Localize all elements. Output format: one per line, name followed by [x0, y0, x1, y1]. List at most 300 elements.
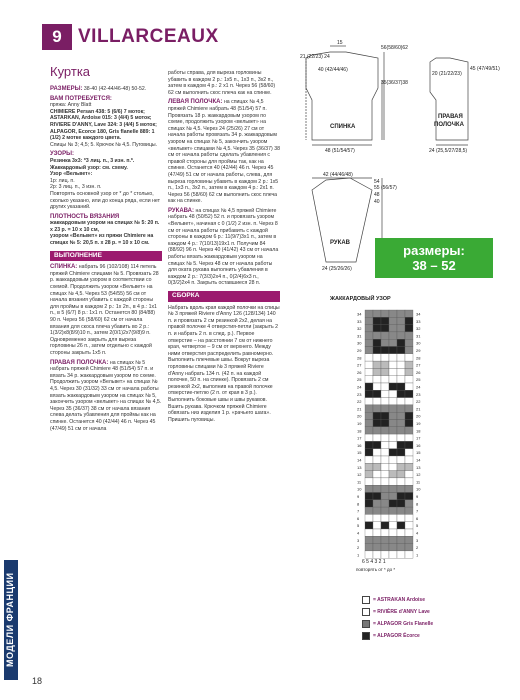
chart-cell: [373, 485, 381, 492]
legend-label: = ASTRAKAN Ardoise: [373, 597, 425, 603]
chart-cols: 6 5 4 3 2 1: [362, 559, 386, 565]
chart-cell: [397, 398, 405, 405]
chart-cell: [365, 368, 373, 375]
garment-type: Куртка: [50, 64, 91, 79]
sleeve-top-width: 42 (44/46/48): [323, 172, 353, 178]
chart-row-label: 2: [357, 545, 360, 551]
chart-row-label: 18: [357, 428, 362, 434]
chart-cell: [397, 434, 405, 441]
back-left-dim: 21 (22/23) 24: [300, 54, 330, 60]
chart-row-label: 5: [416, 523, 419, 529]
materials-line: ALPAGOR, Ecorce 180, Gris flanelle 889: 1 (1/2) 2 мотке каждого цвета.: [50, 128, 155, 142]
chart-cell: [405, 441, 413, 448]
chart-cell: [389, 376, 397, 383]
chart-cell: [405, 427, 413, 434]
chart-cell: [373, 376, 381, 383]
chart-cell: [381, 485, 389, 492]
chart-title: ЖАККАРДОВЫЙ УЗОР: [330, 296, 391, 302]
chart-row-label: 9: [357, 494, 360, 499]
legend-swatch: [362, 596, 370, 604]
pattern-line: Резинка 3х3: *3 лиц. п., 3 изн. п.*.: [50, 157, 135, 164]
back-title: СПИНКА:: [50, 264, 78, 271]
sleeve-title: РУКАВА:: [168, 207, 195, 214]
chart-cell: [405, 463, 413, 470]
chart-cell: [389, 427, 397, 434]
chart-row-label: 21: [416, 406, 421, 412]
sizes-label: РАЗМЕРЫ:: [50, 86, 83, 92]
chart-cell: [389, 485, 397, 492]
chart-cell: [405, 493, 413, 500]
pattern-line: Жаккардовый узор: см. схему.: [50, 164, 128, 171]
chart-row-label: 21: [357, 406, 362, 412]
chart-cell: [405, 449, 413, 456]
back-upper-width: 40 (42/44/46): [318, 67, 348, 73]
chart-cell: [381, 441, 389, 448]
chart-cell: [389, 434, 397, 441]
chart-cell: [405, 368, 413, 375]
chart-cell: [373, 420, 381, 427]
chart-row-label: 9: [416, 494, 419, 499]
chart-cell: [381, 368, 389, 375]
chart-cell: [365, 493, 373, 500]
back-bottom-width: 48 (51/54/57): [325, 148, 355, 154]
chart-cell: [365, 427, 373, 434]
chart-row-label: 13: [416, 464, 421, 470]
chart-cell: [397, 325, 405, 332]
chart-cell: [381, 536, 389, 543]
chart-cell: [381, 339, 389, 346]
chart-row-label: 29: [357, 348, 362, 353]
left-title: ЛЕВАЯ ПОЛОЧКА:: [168, 99, 223, 106]
chart-cell: [365, 390, 373, 397]
chart-cell: [405, 383, 413, 390]
density-line: узором «Вельвет» из пряжи Chimiere на спицах № 5: 20,5 п. х 28 р. = 10 х 10 см.: [50, 233, 154, 247]
chart-row-label: 15: [416, 450, 421, 456]
chart-cell: [397, 368, 405, 375]
chart-cell: [365, 398, 373, 405]
chart-row-label: 32: [416, 326, 421, 332]
chart-cell: [373, 398, 381, 405]
chart-row-label: 23: [416, 391, 421, 397]
chart-cell: [389, 522, 397, 529]
chart-row-label: 8: [357, 501, 360, 507]
chart-cell: [397, 536, 405, 543]
chart-row-label: 19: [357, 421, 362, 426]
chart-cell: [365, 536, 373, 543]
assembly-heading: СБОРКА: [168, 291, 280, 302]
chart-cell: [405, 390, 413, 397]
materials-line: пряжа: Anny Blatt: [50, 102, 92, 109]
chart-cell: [405, 544, 413, 551]
chart-cell: [389, 449, 397, 456]
chart-cell: [405, 514, 413, 521]
chart-cell: [365, 456, 373, 463]
sizes-box: [375, 238, 493, 278]
page-number: 18: [32, 676, 43, 686]
chart-cell: [381, 420, 389, 427]
chart-row-label: 11: [416, 479, 421, 485]
chart-cell: [373, 544, 381, 551]
chart-row-label: 3: [357, 537, 360, 543]
chart-cell: [365, 405, 373, 412]
chart-row-label: 5: [357, 523, 360, 529]
chart-cell: [397, 310, 405, 317]
chart-cell: [397, 405, 405, 412]
chart-cell: [389, 368, 397, 375]
chart-cell: [373, 456, 381, 463]
chart-cell: [365, 529, 373, 536]
chart-cell: [405, 420, 413, 427]
chart-cell: [405, 434, 413, 441]
front-text: на спицах № 5 набрать пряжей Chimiere 48 (51/54) 57 п. и вязать 34 р. жаккардовым узором по схеме. Продолжить узором «Вельвет» на спицах № 4,5. Через 30 (31/32) 33 см от начала работы вязать жаккардовым узором на спицах № 5, закончить узором «вельвет» на спицах № 4,5. Через 35 (36/37) 38 см от начала вязания слева делать убавления для проймы как на спинке. Останется 40 (42/44) 46 п. Через 45 (47/49) 51 см от начала: [50, 359, 162, 432]
sleeve-dim-4: 40: [374, 199, 380, 205]
chart-cell: [365, 347, 373, 354]
materials-line: RIVIERE D'ANNY, Lave 324: 3 (4/4) 5 моток;: [50, 121, 157, 128]
chart-row-label: 25: [357, 377, 362, 383]
chart-cell: [389, 347, 397, 354]
chart-row-label: 33: [357, 318, 362, 324]
sleeve-bottom-width: 24 (25/26/26): [322, 266, 352, 272]
chart-cell: [405, 317, 413, 324]
chart-cell: [389, 310, 397, 317]
chart-cell: [373, 354, 381, 361]
chart-cell: [397, 493, 405, 500]
chart-row-label: 33: [416, 318, 421, 324]
chart-cell: [389, 354, 397, 361]
chart-cell: [405, 398, 413, 405]
chart-row-label: 10: [357, 486, 362, 492]
chart-cell: [381, 310, 389, 317]
chart-row-label: 20: [357, 413, 362, 419]
pattern-line: 1р: лиц. п.: [50, 177, 75, 184]
materials-line: CHIMIERE Persan 438: 5 (6/6) 7 моток;: [50, 108, 145, 115]
chart-row-label: 1: [416, 552, 419, 558]
chart-cell: [405, 405, 413, 412]
chart-cell: [365, 310, 373, 317]
chart-cell: [405, 361, 413, 368]
chart-cell: [381, 478, 389, 485]
chart-cell: [373, 529, 381, 536]
chart-cell: [373, 390, 381, 397]
chart-cell: [397, 551, 405, 558]
chart-row-label: 2: [416, 545, 419, 551]
chart-cell: [397, 485, 405, 492]
pattern-number: 9: [42, 24, 72, 50]
chart-cell: [365, 361, 373, 368]
front-title: ПРАВАЯ ПОЛОЧКА:: [50, 359, 109, 366]
chart-row-label: 4: [357, 530, 360, 536]
chart-cell: [373, 332, 381, 339]
chart-cell: [405, 354, 413, 361]
sleeve-dim-3: 48: [374, 192, 380, 198]
chart-row-label: 10: [416, 486, 421, 492]
chart-row-label: 30: [416, 340, 421, 346]
chart-cell: [381, 493, 389, 500]
chart-cell: [405, 332, 413, 339]
chart-cell: [365, 325, 373, 332]
chart-row-label: 7: [416, 508, 419, 514]
chart-cell: [381, 427, 389, 434]
chart-row-label: 24: [416, 384, 421, 390]
chart-cell: [373, 507, 381, 514]
chart-cell: [389, 551, 397, 558]
chart-cell: [381, 332, 389, 339]
chart-cell: [373, 412, 381, 419]
chart-cell: [397, 471, 405, 478]
front-top-dim: 20 (21/22/23): [432, 71, 462, 77]
chart-row-label: 1: [357, 552, 360, 558]
chart-cell: [373, 514, 381, 521]
chart-row-label: 19: [416, 421, 421, 426]
chart-cell: [365, 471, 373, 478]
chart-cell: [389, 420, 397, 427]
chart-row-label: 27: [357, 362, 362, 368]
back-schematic: [306, 46, 384, 145]
chart-cell: [373, 449, 381, 456]
chart-cell: [381, 361, 389, 368]
chart-cell: [381, 507, 389, 514]
chart-row-label: 25: [416, 377, 421, 383]
chart-cell: [405, 347, 413, 354]
chart-row-label: 14: [416, 457, 421, 463]
chart-cell: [365, 514, 373, 521]
chart-row-label: 8: [416, 501, 419, 507]
legend-label: = ALPAGOR Gris Flanelle: [373, 621, 434, 627]
chart-cell: [373, 310, 381, 317]
chart-row-label: 15: [357, 450, 362, 456]
chart-cell: [397, 456, 405, 463]
chart-cell: [365, 376, 373, 383]
chart-cell: [405, 456, 413, 463]
chart-cell: [397, 500, 405, 507]
chart-cell: [381, 325, 389, 332]
chart-cell: [365, 441, 373, 448]
chart-cell: [365, 522, 373, 529]
chart-cell: [397, 522, 405, 529]
chart-cell: [397, 427, 405, 434]
chart-cell: [397, 339, 405, 346]
front-bottom-width: 24 (25,5/27/28,5): [429, 148, 468, 154]
chart-cell: [389, 493, 397, 500]
chart-cell: [365, 478, 373, 485]
chart-cell: [365, 434, 373, 441]
legend-item: [362, 620, 433, 628]
materials-heading: ВАМ ПОТРЕБУЕТСЯ:: [50, 95, 112, 102]
pattern-line: Узор «Вельвет»:: [50, 171, 93, 178]
chart-cell: [381, 405, 389, 412]
chart-cell: [405, 412, 413, 419]
chart-cell: [381, 529, 389, 536]
chart-cell: [397, 390, 405, 397]
chart-cell: [381, 522, 389, 529]
col2-text: работы справа, для выреза горловины убавить в каждом 2 р.: 1х5 п., 1х3 п., 3х2 п., затем в каждом 4 р.: 2 х1 п. Через 56 (58/60) 62 см выполнить скос плеча как на спинке.: [168, 70, 276, 96]
chart-legend: [362, 596, 433, 644]
front-side-dim: 45 (47/49/51): [470, 66, 500, 72]
chart-cell: [397, 514, 405, 521]
sleeve-text: на спицах № 4,5 пряжей Chimiere набрать 48 (50/52) 52 п. и провязать узором «Вельвет», начиная с 0 (1/2) 2 изн. п. Через 8 см от начала работы прибавить с каждой стороны в каждом 6 р.: 11(9/7)3х1 п., затем в каждом 4 р.: 7(10/13)19х1 п. Получим 84 (88/92) 96 п. Через 40 (41/42) 43 см от начала работы вязать жаккардовым узором на спицах № 5. Через 48 см от начала работы для оката рукава выполнить убавления в каждом 2 р.: 7(3/3)2х4 п., 0(2/4)6х3 п., 0(3/2)2х4 п. Закрыть оставшиеся 28 п.: [168, 207, 279, 287]
density-line: жаккардовым узором на спицах № 5: 20 п. х 23 р. = 10 х 10 см,: [50, 220, 160, 233]
chart-cell: [389, 544, 397, 551]
materials-line: Спицы № 3; 4,5; 5. Крючок № 4,5. Пуговицы.: [50, 141, 158, 148]
chart-cell: [373, 405, 381, 412]
chart-row-label: 27: [416, 362, 421, 368]
density-heading: ПЛОТНОСТЬ ВЯЗАНИЯ: [50, 213, 120, 220]
chart-cell: [373, 471, 381, 478]
chart-cell: [381, 463, 389, 470]
chart-cell: [373, 317, 381, 324]
chart-cell: [365, 463, 373, 470]
chart-cell: [365, 420, 373, 427]
chart-cell: [373, 361, 381, 368]
sleeve-dim-1: 54: [374, 179, 380, 185]
chart-cell: [405, 536, 413, 543]
chart-cell: [365, 383, 373, 390]
chart-cell: [397, 412, 405, 419]
chart-row-label: 14: [357, 457, 362, 463]
chart-row-label: 13: [357, 464, 362, 470]
chart-cell: [389, 398, 397, 405]
chart-cell: [405, 500, 413, 507]
chart-cell: [389, 507, 397, 514]
chart-cell: [405, 376, 413, 383]
chart-cell: [381, 456, 389, 463]
chart-cell: [397, 317, 405, 324]
chart-cell: [389, 500, 397, 507]
chart-row-label: 34: [357, 311, 362, 317]
chart-cell: [381, 347, 389, 354]
chart-row-label: 26: [416, 369, 421, 375]
chart-cell: [373, 427, 381, 434]
chart-cell: [373, 339, 381, 346]
chart-row-label: 7: [357, 508, 360, 514]
pattern-title: VILLARCEAUX: [78, 26, 219, 47]
chart-row-label: 24: [357, 384, 362, 390]
chart-cell: [381, 449, 389, 456]
chart-cell: [381, 544, 389, 551]
chart-cell: [389, 332, 397, 339]
chart-row-label: 28: [416, 355, 421, 361]
chart-row-label: 31: [416, 333, 421, 339]
sizes-box-line2: 38 – 52: [412, 258, 456, 273]
front-label-2: ПОЛОЧКА: [434, 122, 464, 128]
front-label-1: ПРАВАЯ: [438, 114, 463, 120]
chart-cell: [381, 354, 389, 361]
back-text: набрать 96 (102/108) 114 петель пряжей Chimiere спицами № 5. Провязать 28 р. жаккардовым узором в соответствии со схемой. Продолжить узором «Вельвет» на спицах № 4,5. Через 53 (54/55) 56 см от начала вязания убавить с каждой стороны для проймы в каждом 2 р.: 1х 2п., в 4 р.: 1х1 п., в 5 (6/7) 8 р.: 1х1 п. Останется 80 (84/88) 90 п. Через 56 (58/60) 62 см от начала вязания для скоса плеча убавить во 2 р.: 1(3/2)х8(8/9)10 п., затем 2(0/1)2х7(9/8)9 п. Одновременно закрыть для выреза горловины 26 п., затем отдельно с каждой стороны закрыть 1х5 п.: [50, 264, 159, 356]
chart-row-label: 22: [416, 399, 421, 405]
chart-cell: [389, 441, 397, 448]
chart-cell: [381, 551, 389, 558]
chart-cell: [381, 514, 389, 521]
chart-cell: [373, 551, 381, 558]
sleeve-label: РУКАВ: [330, 240, 350, 246]
execution-heading: ВЫПОЛНЕНИЕ: [50, 251, 162, 262]
chart-cell: [389, 412, 397, 419]
chart-row-label: 4: [416, 530, 419, 536]
chart-cell: [373, 500, 381, 507]
chart-cell: [405, 339, 413, 346]
chart-cell: [389, 456, 397, 463]
chart-cell: [389, 478, 397, 485]
chart-cell: [365, 332, 373, 339]
chart-cell: [373, 383, 381, 390]
chart-cell: [389, 390, 397, 397]
side-text: МОДЕЛИ ФРАНЦИИ: [5, 572, 15, 668]
chart-cell: [389, 361, 397, 368]
chart-row-label: 29: [416, 348, 421, 353]
materials-line: ASTARKAN, Ardoise 015: 3 (4/4) 5 моток;: [50, 115, 152, 122]
chart-cell: [373, 493, 381, 500]
chart-row-label: 17: [416, 435, 421, 441]
chart-cell: [397, 376, 405, 383]
assembly-text: Набрать вдоль края каждой полочки на спицы № 3 пряжей Riviere d'Anny 126 (128/134) 140 п. и провязать 2 см резинкой 2х2, делая на правой полочке 4 отверстия-петли (закрыть 2 п. и набрать 2 п. в след. р.). Первое отверстие – на расстоянии 7 см от нижнего края, четвертое – 9 см от верхнего. Между ними отверстия распределить равномерно. Выполнить плечевые швы. Вокруг выреза горловины спицами № 3 пряжей Riviere d'Anny набрать 134 п. (42 п. на каждой полочке, 50 п. на спинке). Провязать 2 см резинкой 2х2, выполнив на правой полочке отверстие-петлю (2 п. от края в 3 р.). Выполнить боковые швы и швы рукавов. Вшить рукава. Крючком пряжей Chimiere обвязать низ изделия 1 р. «рачьего шага». Пришить пуговицы.: [168, 304, 280, 423]
chart-row-label: 30: [357, 340, 362, 346]
chart-cell: [365, 317, 373, 324]
chart-cell: [397, 463, 405, 470]
chart-cell: [405, 551, 413, 558]
chart-row-label: 28: [357, 355, 362, 361]
chart-cell: [365, 354, 373, 361]
chart-row-label: 6: [357, 515, 360, 521]
sleeve-dim-2: 55 (56/57): [374, 185, 397, 191]
pattern-line: Повторять основной узор от * до * столько, сколько указано, или до конца ряда, если нет других указаний.: [50, 190, 160, 211]
chart-cell: [397, 441, 405, 448]
chart-cell: [373, 441, 381, 448]
back-height-dim: 56(58/60)62: [381, 45, 408, 51]
chart-repeat: повторять от * до *: [356, 567, 396, 572]
chart-cell: [365, 507, 373, 514]
chart-cell: [389, 339, 397, 346]
chart-row-label: 22: [357, 399, 362, 405]
chart-cell: [381, 500, 389, 507]
chart-cell: [365, 339, 373, 346]
chart-cell: [389, 405, 397, 412]
chart-cell: [365, 412, 373, 419]
chart-cell: [365, 449, 373, 456]
chart-cell: [389, 536, 397, 543]
chart-cell: [405, 522, 413, 529]
chart-cell: [397, 347, 405, 354]
chart-cell: [405, 310, 413, 317]
chart-row-label: 3: [416, 537, 419, 543]
chart-cell: [397, 383, 405, 390]
chart-cell: [381, 383, 389, 390]
chart-cell: [405, 478, 413, 485]
chart-cell: [373, 347, 381, 354]
chart-row-label: 20: [416, 413, 421, 419]
chart-cell: [381, 398, 389, 405]
chart-cell: [365, 500, 373, 507]
chart-row-label: 16: [416, 442, 421, 448]
chart-cell: [389, 325, 397, 332]
chart-cell: [397, 544, 405, 551]
chart-cell: [381, 390, 389, 397]
chart-cell: [373, 434, 381, 441]
chart-row-label: 12: [357, 472, 362, 478]
chart-cell: [389, 463, 397, 470]
back-armhole-dim: 35(36/37)38: [381, 80, 408, 86]
chart-cell: [389, 529, 397, 536]
chart-cell: [397, 332, 405, 339]
chart-cell: [397, 354, 405, 361]
sizes-box-line1: размеры:: [403, 243, 465, 258]
chart-cell: [405, 485, 413, 492]
chart-cell: [373, 536, 381, 543]
chart-row-label: 26: [357, 369, 362, 375]
chart-cell: [405, 529, 413, 536]
legend-swatch: [362, 608, 370, 616]
chart-cell: [389, 317, 397, 324]
chart-cell: [381, 317, 389, 324]
